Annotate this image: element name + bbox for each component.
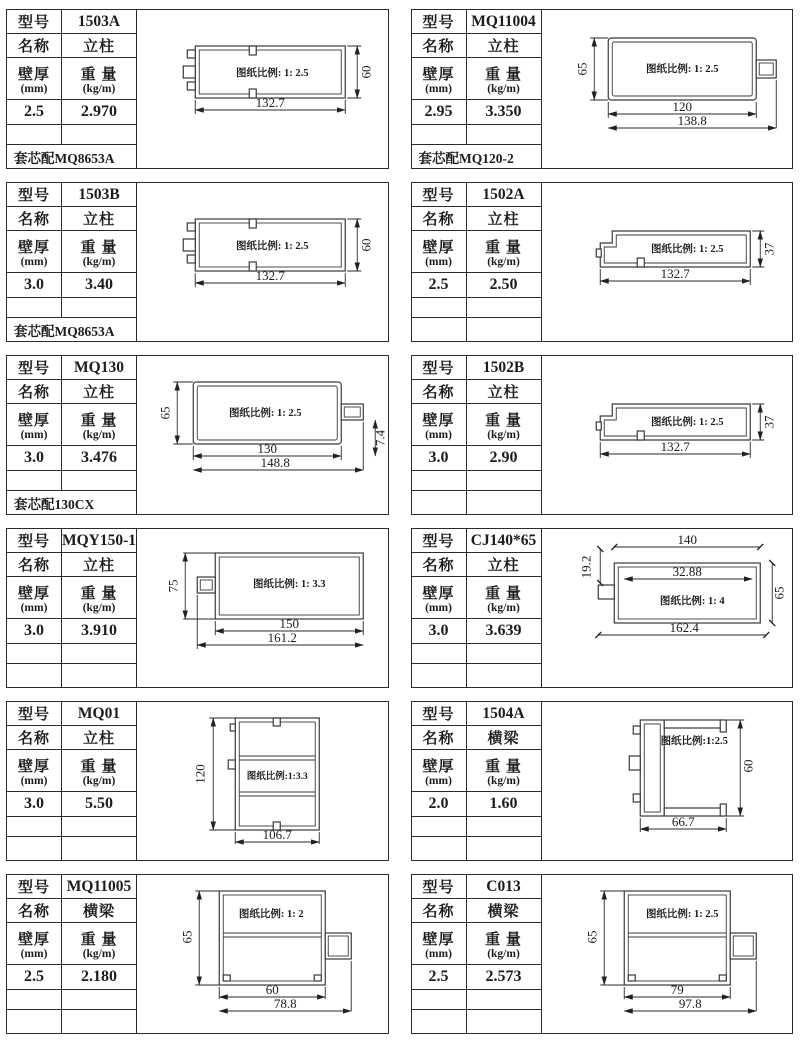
profile-drawing [542, 356, 793, 514]
dimension-tab [372, 420, 387, 456]
spec-table [412, 529, 542, 687]
thickness-label: 壁厚 [17, 585, 50, 602]
thickness-label: 壁厚 [17, 412, 50, 429]
model-value: 1503B [78, 185, 120, 203]
thickness-value: 2.5 [24, 968, 44, 985]
dimension-height [752, 404, 776, 440]
thickness-unit: (mm) [20, 82, 48, 95]
profile-card-MQ11005 [6, 874, 389, 1034]
weight-label: 重 量 [485, 931, 522, 948]
model-label: 型号 [17, 534, 50, 550]
name-value: 立柱 [82, 558, 115, 574]
table-row [7, 100, 136, 125]
name-value: 立柱 [487, 385, 520, 401]
weight-value: 2.970 [81, 103, 117, 120]
thickness-label: 壁厚 [422, 931, 455, 948]
name-label: 名称 [17, 385, 50, 401]
profile-drawing-svg [542, 529, 793, 687]
profile-card-1503A [6, 9, 389, 169]
profile-card-CJ140x65 [411, 528, 794, 688]
thickness-unit: (mm) [20, 947, 48, 960]
name-label: 名称 [422, 212, 455, 228]
dimension-height [179, 891, 219, 985]
thickness-value: 2.5 [428, 968, 449, 985]
dimension-height [726, 720, 755, 816]
spec-table [7, 183, 137, 341]
dim-tab-label: 7.4 [372, 429, 388, 447]
dim-width-label: 132.7 [255, 95, 285, 110]
thickness-unit: (mm) [425, 428, 452, 441]
profile-drawing [137, 702, 388, 860]
thickness-label: 壁厚 [422, 758, 455, 775]
spec-table [7, 875, 137, 1033]
scale-label: 图纸比例: 1: 2.5 [650, 417, 724, 428]
spec-table [412, 875, 542, 1033]
dim-width1-label: 60 [265, 982, 279, 997]
profile-drawing [542, 875, 793, 1033]
thickness-unit: (mm) [425, 601, 452, 614]
name-value: 横梁 [487, 731, 520, 747]
name-value: 立柱 [82, 39, 115, 55]
weight-value: 2.90 [489, 449, 518, 466]
model-value: 1502A [482, 185, 525, 203]
thickness-value: 3.0 [428, 622, 449, 639]
thickness-label: 壁厚 [422, 412, 455, 429]
profile-drawing [137, 529, 388, 687]
dimension-width [600, 439, 750, 458]
model-label: 型号 [17, 361, 50, 377]
model-value: MQ130 [74, 358, 124, 376]
model-label: 型号 [17, 15, 50, 31]
name-value: 立柱 [487, 558, 520, 574]
weight-value: 2.180 [81, 968, 117, 985]
weight-unit: (kg/m) [487, 428, 520, 441]
dim-height-label: 120 [192, 764, 208, 784]
profile-card-1502A [411, 182, 794, 342]
scale-label: 图纸比例: 1: 2.5 [645, 64, 719, 75]
profile-drawing-svg [137, 702, 388, 860]
weight-unit: (kg/m) [82, 255, 116, 268]
thickness-unit: (mm) [425, 774, 452, 787]
dimension-height [347, 46, 373, 98]
profile-drawing-svg [137, 183, 388, 341]
thickness-unit: (mm) [20, 428, 48, 441]
dim-width-label: 132.7 [660, 439, 690, 454]
name-value: 横梁 [82, 904, 115, 920]
dimension-width [640, 814, 726, 832]
spec-table [7, 10, 137, 168]
model-label: 型号 [422, 880, 455, 896]
dimension-height [752, 231, 776, 267]
dim-inner-label: 32.88 [672, 564, 702, 579]
thickness-unit: (mm) [425, 947, 452, 960]
dim-left-label: 19.2 [577, 555, 593, 579]
scale-label: 图纸比例:1:3.3 [246, 772, 308, 782]
thickness-label: 壁厚 [422, 585, 455, 602]
dim-width-label: 132.7 [660, 266, 690, 281]
dimension-height [157, 382, 193, 444]
table-row-note [7, 145, 136, 168]
weight-label: 重 量 [485, 239, 522, 256]
profile-card-1502B [411, 355, 794, 515]
profile-card-1504A [411, 701, 794, 861]
weight-unit: (kg/m) [487, 82, 520, 95]
scale-label: 图纸比例: 1: 2.5 [235, 241, 309, 252]
thickness-unit: (mm) [425, 82, 452, 95]
dimension-height [771, 563, 786, 623]
name-label: 名称 [17, 904, 50, 920]
profile-drawing [542, 702, 793, 860]
model-label: 型号 [422, 15, 455, 31]
profile-drawing-svg [137, 529, 388, 687]
thickness-value: 3.0 [24, 449, 44, 466]
weight-value: 2.573 [485, 968, 522, 985]
profile-outline [629, 720, 726, 816]
weight-value: 3.639 [485, 622, 522, 639]
weight-unit: (kg/m) [82, 428, 116, 441]
dim-width1-label: 120 [672, 99, 692, 114]
dim-height-label: 75 [165, 579, 181, 593]
thickness-value: 2.5 [24, 103, 44, 120]
profile-drawing-svg [542, 10, 793, 168]
dim-height-label: 60 [739, 759, 755, 773]
dim-width2-label: 78.8 [273, 996, 297, 1011]
thickness-value: 2.95 [424, 103, 453, 120]
weight-value: 3.350 [485, 103, 522, 120]
dimension-height [574, 38, 608, 100]
table-row [7, 58, 136, 100]
profile-drawing [542, 183, 793, 341]
name-value: 立柱 [487, 39, 520, 55]
thickness-unit: (mm) [20, 255, 48, 268]
weight-unit: (kg/m) [82, 601, 116, 614]
dim-height-label: 65 [770, 586, 786, 600]
scale-label: 图纸比例: 1: 2.5 [235, 68, 309, 79]
profile-card-C013 [411, 874, 794, 1034]
profile-drawing [542, 10, 793, 168]
dim-width1-label: 130 [257, 441, 277, 456]
weight-label: 重 量 [485, 758, 522, 775]
scale-label: 图纸比例: 1: 2 [238, 909, 304, 920]
model-label: 型号 [422, 361, 455, 377]
profile-drawing-svg [137, 10, 388, 168]
profile-drawing-svg [137, 356, 388, 514]
weight-value: 1.60 [489, 795, 518, 812]
weight-unit: (kg/m) [487, 947, 520, 960]
weight-unit: (kg/m) [82, 774, 116, 787]
profile-drawing [137, 356, 388, 514]
name-label: 名称 [422, 385, 455, 401]
profile-drawing-svg [137, 875, 388, 1033]
name-label: 名称 [422, 731, 455, 747]
dim-height-label: 37 [760, 415, 776, 429]
dim-width2-label: 161.2 [267, 630, 297, 645]
core-match-note: 套芯配MQ120-2 [418, 150, 514, 166]
dimension-left [578, 549, 600, 583]
dim-top-label: 140 [677, 532, 697, 547]
weight-label: 重 量 [80, 412, 118, 429]
weight-label: 重 量 [80, 239, 118, 256]
dim-width2-label: 162.4 [669, 620, 699, 635]
dim-width2-label: 148.8 [260, 455, 290, 470]
name-label: 名称 [422, 39, 455, 55]
dim-height-label: 60 [358, 65, 374, 79]
model-label: 型号 [17, 188, 50, 204]
profile-drawing [137, 10, 388, 168]
weight-value: 2.50 [489, 276, 518, 293]
thickness-value: 3.0 [24, 276, 44, 293]
model-label: 型号 [422, 534, 455, 550]
model-value: 1502B [482, 358, 525, 376]
spec-table [412, 356, 542, 514]
weight-value: 3.40 [85, 276, 113, 293]
weight-label: 重 量 [80, 66, 118, 83]
name-label: 名称 [17, 212, 50, 228]
profile-drawing [137, 183, 388, 341]
thickness-value: 2.5 [428, 276, 449, 293]
thickness-value: 2.0 [428, 795, 449, 812]
thickness-unit: (mm) [20, 774, 48, 787]
profile-drawing-svg [542, 875, 793, 1033]
profile-drawing-svg [542, 356, 793, 514]
thickness-unit: (mm) [425, 255, 452, 268]
thickness-value: 3.0 [428, 449, 449, 466]
spec-table [7, 356, 137, 514]
dim-width2-label: 97.8 [678, 996, 702, 1011]
weight-label: 重 量 [485, 585, 522, 602]
scale-label: 图纸比例: 1: 2.5 [228, 408, 302, 419]
thickness-label: 壁厚 [17, 239, 50, 256]
core-match-note: 套芯配MQ8653A [14, 323, 115, 339]
profile-card-MQ11004 [411, 9, 794, 169]
model-value: 1503A [77, 12, 121, 30]
table-row [7, 34, 136, 58]
thickness-value: 3.0 [24, 622, 44, 639]
core-match-note: 套芯配130CX [14, 496, 95, 512]
model-value: CJ140*65 [470, 531, 537, 549]
profile-card-MQ130 [6, 355, 389, 515]
model-value: MQY150-1 [62, 531, 137, 549]
dim-width1-label: 79 [670, 982, 684, 997]
weight-label: 重 量 [485, 66, 522, 83]
dimension-height [584, 891, 624, 985]
weight-value: 3.476 [81, 449, 117, 466]
thickness-unit: (mm) [20, 601, 48, 614]
model-value: MQ11005 [66, 877, 132, 895]
profile-drawing-svg [542, 183, 793, 341]
spec-table [7, 702, 137, 860]
dim-width2-label: 138.8 [677, 113, 707, 128]
thickness-value: 3.0 [24, 795, 44, 812]
weight-unit: (kg/m) [82, 947, 116, 960]
name-value: 立柱 [487, 212, 520, 228]
spec-table [412, 10, 542, 168]
name-label: 名称 [422, 558, 455, 574]
dimension-height [347, 219, 373, 271]
name-value: 立柱 [82, 731, 115, 747]
weight-unit: (kg/m) [487, 774, 520, 787]
dim-width-label: 132.7 [255, 268, 285, 283]
weight-label: 重 量 [80, 758, 118, 775]
name-label: 名称 [17, 731, 50, 747]
dim-height-label: 65 [179, 930, 195, 944]
profile-outline [624, 891, 756, 985]
profile-card-MQY150-1 [6, 528, 389, 688]
scale-label: 图纸比例: 1: 3.3 [252, 579, 326, 590]
dim-height-label: 65 [583, 930, 599, 944]
spec-table [7, 529, 137, 687]
name-value: 立柱 [82, 212, 115, 228]
spec-table [412, 183, 542, 341]
name-value: 立柱 [82, 385, 115, 401]
dim-width-label: 66.7 [671, 814, 695, 829]
weight-unit: (kg/m) [487, 601, 520, 614]
weight-unit: (kg/m) [487, 255, 520, 268]
table-row-empty [7, 125, 136, 145]
scale-label: 图纸比例: 1: 2.5 [650, 244, 724, 255]
name-value: 横梁 [487, 904, 520, 920]
dim-height-label: 37 [760, 242, 776, 256]
weight-label: 重 量 [80, 585, 118, 602]
model-label: 型号 [17, 707, 50, 723]
model-value: 1504A [482, 704, 525, 722]
profile-drawing [542, 529, 793, 687]
thickness-label: 壁厚 [17, 758, 50, 775]
thickness-label: 壁厚 [17, 931, 50, 948]
weight-label: 重 量 [485, 412, 522, 429]
dim-height-label: 60 [358, 238, 374, 252]
dim-height-label: 65 [573, 62, 589, 76]
profile-card-MQ01 [6, 701, 389, 861]
profile-drawing-svg [542, 702, 793, 860]
scale-label: 图纸比例: 1: 4 [659, 596, 725, 607]
weight-value: 3.910 [81, 622, 117, 639]
thickness-label: 壁厚 [422, 66, 455, 83]
dimension-width [600, 266, 750, 285]
name-label: 名称 [422, 904, 455, 920]
model-value: MQ01 [77, 704, 121, 722]
scale-label: 图纸比例:1:2.5 [660, 736, 728, 747]
dim-width-label: 106.7 [262, 827, 292, 842]
weight-label: 重 量 [80, 931, 118, 948]
dimension-height [192, 718, 235, 830]
weight-unit: (kg/m) [82, 82, 116, 95]
model-label: 型号 [17, 880, 50, 896]
dim-width1-label: 150 [279, 616, 299, 631]
weight-value: 5.50 [85, 795, 113, 812]
model-label: 型号 [422, 707, 455, 723]
spec-table [412, 702, 542, 860]
core-match-note: 套芯配MQ8653A [14, 150, 115, 166]
model-value: MQ11004 [471, 12, 536, 30]
name-label: 名称 [17, 558, 50, 574]
thickness-label: 壁厚 [17, 66, 50, 83]
thickness-label: 壁厚 [422, 239, 455, 256]
dimension-top [614, 532, 760, 547]
model-label: 型号 [422, 188, 455, 204]
profile-outline [219, 891, 351, 985]
profile-drawing [137, 875, 388, 1033]
scale-label: 图纸比例: 1: 2.5 [645, 909, 719, 920]
model-value: C013 [486, 877, 521, 895]
profile-card-1503B [6, 182, 389, 342]
dim-height-label: 65 [157, 406, 173, 420]
table-row [7, 10, 136, 34]
name-label: 名称 [17, 39, 50, 55]
